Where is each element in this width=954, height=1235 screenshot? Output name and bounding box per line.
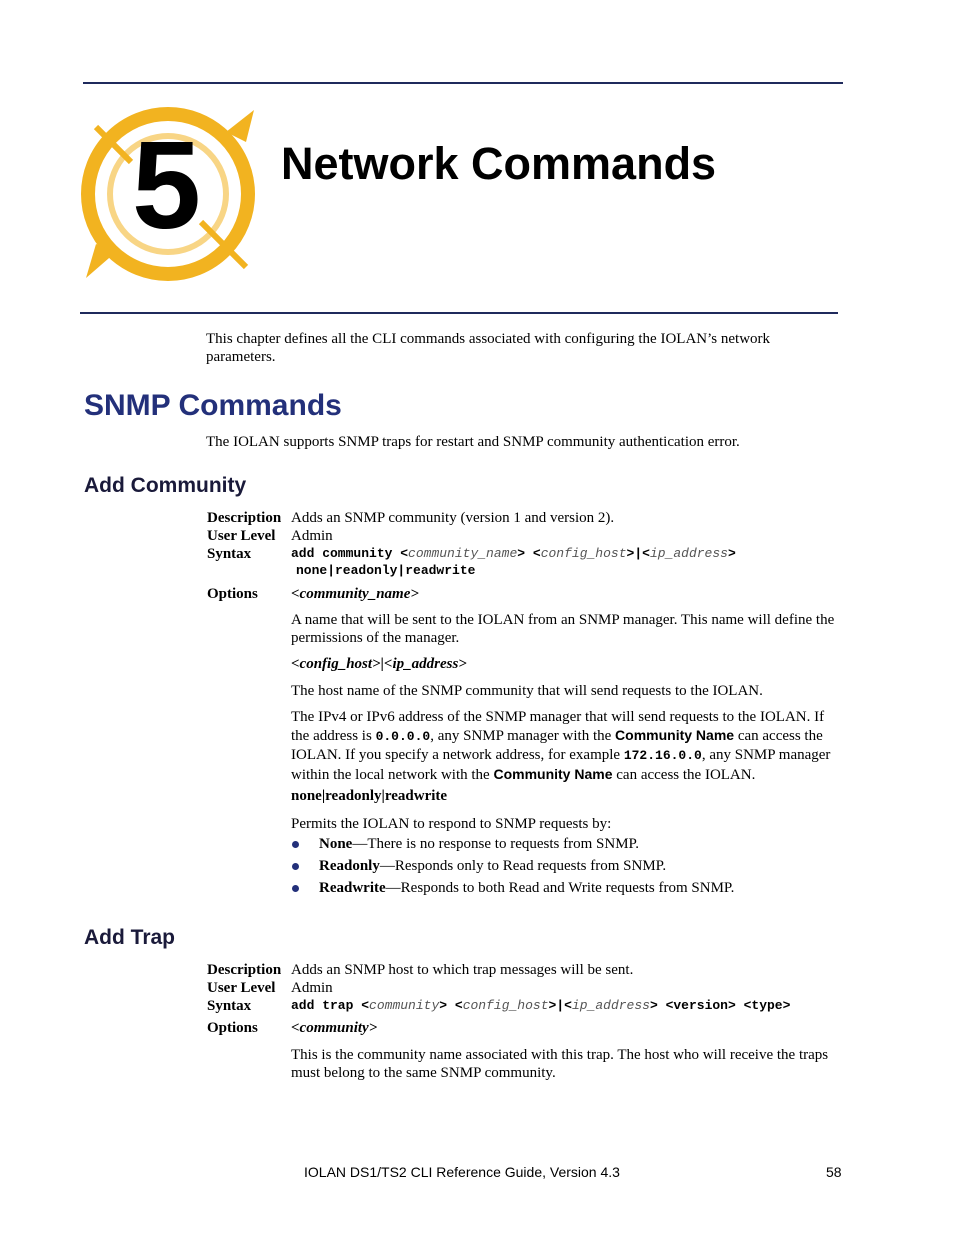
bullet-text: —Responds only to Read requests from SNMP. [379,858,667,874]
user-level-label: User Level [207,980,276,996]
syntax-bracket: > [439,998,448,1013]
syntax-separator: >|< [626,546,650,561]
option-community-name-text: A name that will be sent to the IOLAN from an SNMP manager. This name will define the permissions of the manager. [291,612,835,646]
bullet-text: —Responds to both Read and Write requests from SNMP. [385,880,735,896]
add-community-syntax-line2: none|readonly|readwrite [296,563,476,578]
syntax-param: config_host [462,998,549,1013]
option-host-text: The host name of the SNMP community that will send requests to the IOLAN. [291,683,763,699]
syntax-bracket: > [727,546,736,561]
text-run: can access the IOLAN. If you specify a network address, for example [291,728,823,763]
text-run: , any SNMP manager with the [430,728,616,744]
syntax-bracket: < [400,546,409,561]
syntax-bracket: < [532,546,541,561]
options-label: Options [207,586,258,602]
chapter-badge [76,102,260,286]
syntax-command: add trap [291,998,354,1013]
chapter-intro: This chapter defines all the CLI commands associated with configuring the IOLAN’s network parameters. [206,331,771,365]
syntax-param: ip_address [649,546,728,561]
description-label: Description [207,962,282,978]
community-name-ref: Community Name [615,727,735,743]
text-run: , any SNMP manager within the local network with the [291,747,831,783]
option-access-mode: none|readonly|readwrite [291,788,448,804]
bullet-icon [292,863,299,870]
bullet-icon [292,841,299,848]
syntax-bracket: < [454,998,463,1013]
chapter-number: 5 [132,117,201,255]
text-run: The IPv4 or IPv6 address of the SNMP manager that will send requests to the IOLAN. If the address is [291,709,825,744]
syntax-param: ip_address [571,998,650,1013]
syntax-label: Syntax [207,998,252,1014]
add-trap-syntax [291,997,790,1015]
option-community: <community> [291,1020,378,1036]
chapter-title: Network Commands [281,138,717,189]
section-title: SNMP Commands [84,389,342,422]
footer-guide-title: IOLAN DS1/TS2 CLI Reference Guide, Version 4.3 [304,1164,620,1180]
syntax-separator: >|< [548,998,572,1013]
text-run: can access the IOLAN. [612,767,756,783]
add-community-description: Adds an SNMP community (version 1 and version 2). [291,510,615,526]
option-host-address: <config_host>|<ip_address> [291,656,467,672]
bullet-term: Readwrite [319,880,386,896]
syntax-param: config_host [540,546,627,561]
description-label: Description [207,510,282,526]
syntax-bracket: < [361,998,370,1013]
options-label: Options [207,1020,258,1036]
option-community-name: <community_name> [291,586,419,602]
title-rule [80,312,838,314]
add-trap-user-level: Admin [291,980,333,996]
add-community-heading: Add Community [84,474,247,497]
syntax-rest: <version> <type> [665,998,791,1013]
bullet-term: Readonly [319,858,380,874]
syntax-label: Syntax [207,546,252,562]
add-community-syntax [291,545,736,563]
syntax-bracket: > [649,998,658,1013]
syntax-param: community_name [408,546,518,561]
bullet-term: None [319,836,353,852]
user-level-label: User Level [207,528,276,544]
add-trap-description: Adds an SNMP host to which trap messages will be sent. [291,962,634,978]
footer-page-number: 58 [826,1164,842,1180]
community-name-ref: Community Name [493,766,613,782]
bullet-text: —There is no response to requests from SNMP. [352,836,639,852]
bullet-icon [292,885,299,892]
address-value: 0.0.0.0 [375,729,431,744]
syntax-command: add community [291,546,393,561]
add-community-user-level: Admin [291,528,333,544]
syntax-param: community [369,998,440,1013]
option-access-intro: Permits the IOLAN to respond to SNMP requests by: [291,816,612,832]
option-address-text [291,708,841,784]
add-trap-heading: Add Trap [84,926,176,949]
option-community-text: This is the community name associated with this trap. The host who will receive the traps must belong to the same SNMP community. [291,1047,829,1081]
syntax-bracket: > [517,546,526,561]
section-description: The IOLAN supports SNMP traps for restart and SNMP community authentication error. [206,434,740,450]
address-value: 172.16.0.0 [623,748,702,763]
top-rule [83,82,843,84]
